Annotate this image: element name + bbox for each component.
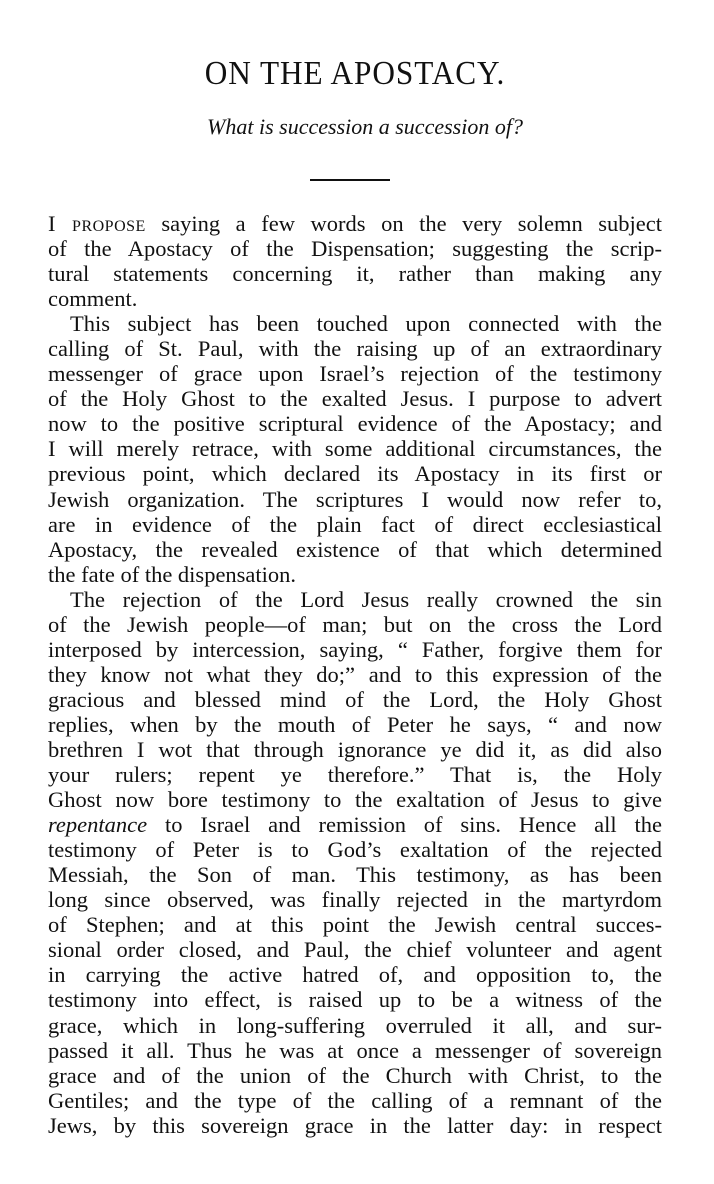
text-line: comment. — [48, 286, 138, 312]
body-text — [48, 211, 662, 1138]
lead-smallcaps: I propose — [48, 211, 146, 236]
text-line: interposed by intercession, saying, “ Father, forgive them for — [48, 636, 662, 662]
text-line: brethren I wot that through ignorance ye did it, as did also — [48, 736, 662, 762]
text-line: I propose saying a few words on the very solemn subject — [48, 211, 662, 236]
text-line: tural statements concerning it, rather than making any — [48, 261, 662, 287]
text-line: Jews, by this sovereign grace in the latter day: in respect — [48, 1112, 662, 1138]
text-line: testimony of Peter is to God’s exaltation of the rejected — [48, 837, 662, 863]
text-line: Apostacy, the revealed existence of that which determined — [48, 536, 662, 562]
text-line: of the Apostacy of the Dispensation; suggesting the scrip- — [48, 236, 662, 262]
text-line: they know not what they do;” and to this expression of the — [48, 661, 662, 687]
text-line: gracious and blessed mind of the Lord, the Holy Ghost — [48, 686, 662, 712]
chapter-title: ON THE APOSTACY. — [204, 55, 506, 92]
text-line: testimony into effect, is raised up to be a witness of the — [48, 987, 662, 1013]
text-line: The rejection of the Lord Jesus really crowned the sin — [70, 586, 662, 612]
text-line: Gentiles; and the type of the calling of a remnant of the — [48, 1087, 662, 1113]
text-line: in carrying the active hatred of, and opposition to, the — [48, 962, 662, 988]
text-line: grace, which in long-suffering overruled it all, and sur- — [48, 1012, 662, 1038]
text-line: of Stephen; and at this point the Jewish central succes- — [48, 912, 662, 938]
text-line: Jewish organization. The scriptures I would now refer to, — [48, 486, 662, 512]
title-divider-rule — [310, 179, 390, 181]
paragraph-2 — [48, 311, 662, 587]
text-line: of the Holy Ghost to the exalted Jesus. I purpose to advert — [48, 386, 662, 412]
text-line: the fate of the dispensation. — [48, 561, 297, 587]
text-line: of the Jewish people—of man; but on the cross the Lord — [48, 611, 662, 637]
paragraph-1 — [48, 211, 662, 311]
italic-emphasis: repentance — [48, 812, 148, 838]
chapter-subtitle: What is succession a succession of? — [207, 114, 523, 139]
text-line: are in evidence of the plain fact of direct ecclesiastical — [48, 511, 662, 537]
text-line: replies, when by the mouth of Peter he says, “ and now — [48, 711, 662, 737]
text-line: repentance to Israel and remission of sins. Hence all the — [48, 812, 662, 838]
text-line: calling of St. Paul, with the raising up of an extraordinary — [48, 336, 662, 362]
text-line: I will merely retrace, with some additional circumstances, the — [48, 436, 662, 462]
paragraph-3 — [48, 587, 662, 1138]
text-line: your rulers; repent ye therefore.” That is, the Holy — [48, 762, 662, 788]
text-line: messenger of grace upon Israel’s rejection of the testimony — [48, 361, 662, 387]
text-line: now to the positive scriptural evidence of the Apostacy; and — [48, 411, 662, 437]
text-line: sional order closed, and Paul, the chief volunteer and agent — [48, 937, 662, 963]
text-line: previous point, which declared its Apostacy in its first or — [48, 461, 662, 487]
text-line: passed it all. Thus he was at once a messenger of sovereign — [48, 1037, 662, 1063]
text-line: This subject has been touched upon connected with the — [70, 311, 662, 337]
text-line: grace and of the union of the Church with Christ, to the — [48, 1062, 662, 1088]
text-line: Messiah, the Son of man. This testimony, as has been — [48, 862, 662, 888]
text-line: long since observed, was finally rejected in the martyrdom — [48, 887, 662, 913]
text-line: Ghost now bore testimony to the exaltation of Jesus to give — [48, 787, 662, 813]
